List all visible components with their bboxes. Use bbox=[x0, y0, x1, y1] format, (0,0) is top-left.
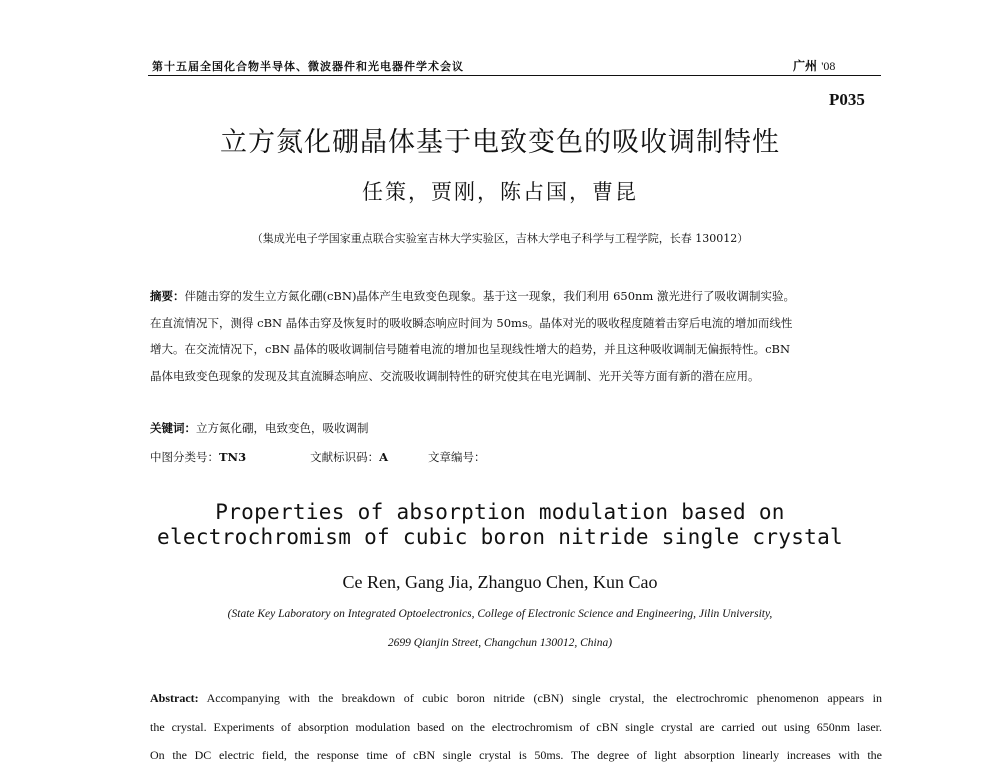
english-title bbox=[0, 500, 1000, 550]
english-title-line-1: Properties of absorption modulation based on bbox=[215, 500, 785, 524]
clc-label: 中图分类号： bbox=[150, 450, 219, 464]
chinese-abstract-label: 摘要： bbox=[150, 289, 185, 303]
doc-code-label: 文献标识码： bbox=[310, 450, 380, 464]
chinese-abstract-line: 摘要：伴随击穿的发生立方氮化硼(cBN)晶体产生电致变色现象。基于这一现象，我们利用 650nm 激光进行了吸收调制实验。 bbox=[150, 289, 795, 303]
conference-header: 第十五届全国化合物半导体、微波器件和光电器件学术会议 bbox=[152, 60, 464, 73]
year: '08 bbox=[821, 59, 836, 73]
english-affiliation-line-1: (State Key Laboratory on Integrated Optoelectronics, College of Electronic Science and Engineering, Jilin University, bbox=[227, 608, 773, 620]
chinese-authors: 任策，贾刚，陈占国，曹昆 bbox=[362, 180, 638, 204]
chinese-abstract-line: 晶体电致变色现象的发现及其直流瞬态响应、交流吸收调制特性的研究使其在电光调制、光开关等方面有新的潜在应用。 bbox=[150, 368, 760, 383]
chinese-abstract-line: 在直流情况下，测得 cBN 晶体击穿及恢复时的吸收瞬态响应时间为 50ms。晶体对光的吸收程度随着击穿后电流的增加而线性 bbox=[150, 315, 793, 330]
classification-line bbox=[150, 449, 486, 465]
location: 广州 bbox=[793, 59, 818, 73]
english-abstract bbox=[150, 684, 882, 770]
english-abstract-line: Abstract: Accompanying with the breakdown of cubic boron nitride (cBN) single crystal, the electrochromic phenomenon appears in bbox=[150, 691, 882, 705]
keywords-value: 立方氮化硼，电致变色，吸收调制 bbox=[196, 421, 369, 435]
location-year-header bbox=[793, 57, 835, 74]
english-affiliation bbox=[0, 600, 1000, 658]
english-abstract-line: the crystal. Experiments of absorption modulation based on the electrochromism of cBN single crystal are carried out using 650nm laser. bbox=[150, 719, 882, 734]
chinese-title: 立方氮化硼晶体基于电致变色的吸收调制特性 bbox=[220, 127, 780, 158]
keywords-label: 关键词： bbox=[150, 421, 196, 435]
doc-code-value: A bbox=[379, 450, 389, 464]
paper-code: P035 bbox=[829, 90, 865, 109]
article-no-label: 文章编号： bbox=[428, 450, 486, 464]
chinese-affiliation: （集成光电子学国家重点联合实验室吉林大学实验区，吉林大学电子科学与工程学院，长春 130012） bbox=[251, 232, 749, 245]
clc-value: TN3 bbox=[219, 450, 247, 464]
chinese-abstract-line: 增大。在交流情况下，cBN 晶体的吸收调制信号随着电流的增加也呈现线性增大的趋势，并且这种吸收调制无偏振特性。cBN bbox=[150, 342, 791, 356]
chinese-keywords bbox=[150, 420, 369, 436]
chinese-abstract bbox=[150, 283, 882, 389]
english-abstract-line: On the DC electric field, the response time of cBN single crystal is 50ms. The degree of light absorption linearly increases with the bbox=[150, 748, 882, 762]
english-title-line-2: electrochromism of cubic boron nitride single crystal bbox=[157, 525, 843, 549]
english-abstract-label: Abstract: bbox=[150, 691, 199, 705]
english-authors: Ce Ren, Gang Jia, Zhanguo Chen, Kun Cao bbox=[342, 572, 658, 592]
header-rule bbox=[148, 75, 881, 76]
english-affiliation-line-2: 2699 Qianjin Street, Changchun 130012, China) bbox=[387, 637, 613, 649]
